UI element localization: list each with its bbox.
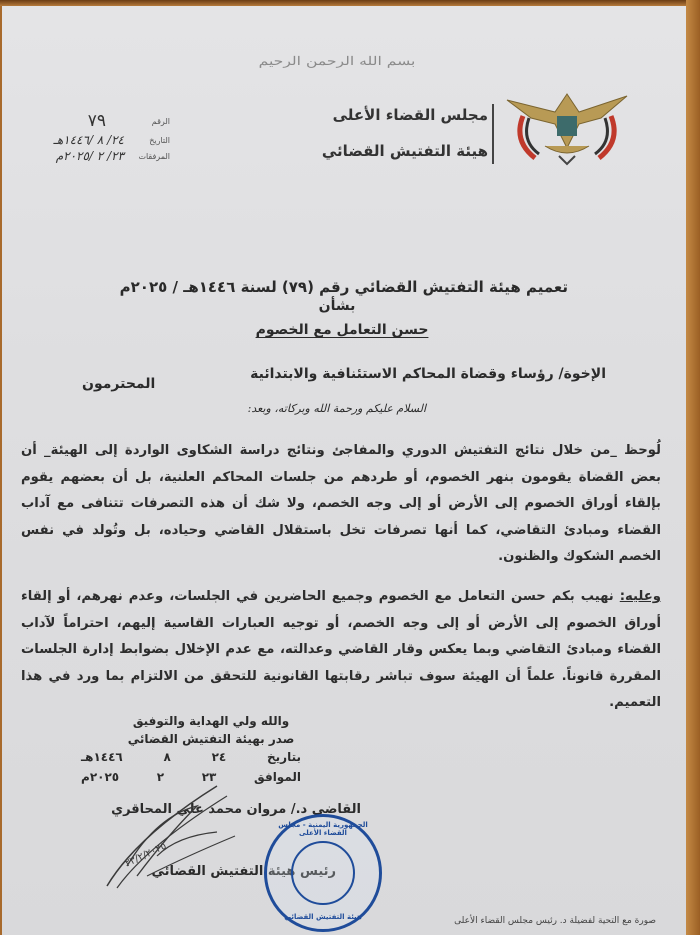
hijri-month: ٨ <box>163 750 171 764</box>
ref-number-label: الرقم <box>151 116 170 126</box>
greg-year: ٢٠٢٥م <box>81 770 120 784</box>
paragraph-2-text: نهيب بكم حسن التعامل مع الخصوم وجميع الحاضرين في الجلسات، وعدم نهرهم، أو إلقاء أوراق الخصوم إلى الأرض أو إلى وجه الخصم، أو توجيه العبارات القاسية إليهم، احتراماً لآداب القضاء ومبادئ التقاضي وبما يعكس وقار القاضي وعدالته، مع عدم الإخلال بضوابط إدارة الجلسات المقررة قانوناً. علماً أن الهيئة سوف تباشر رقابتها القانونية للتحقق من الالتزام بما ورد في هذا التعميم. <box>21 589 661 710</box>
signer-name: القاضي د./ مروان محمد علي المحاقري <box>111 802 361 817</box>
circular-title: تعميم هيئة التفتيش القضائي رقم (٧٩) لسنة ١٤٤٦هـ / ٢٠٢٥م <box>119 278 568 296</box>
signature-date: ٢٣/٢/٢٠٢٥ <box>123 840 169 870</box>
greg-month: ٢ <box>156 770 165 784</box>
stamp-emblem-icon <box>291 841 355 905</box>
handwritten-signature-icon <box>97 776 237 896</box>
hijri-year: ١٤٤٦هـ <box>81 750 123 764</box>
closing-line-1: والله ولي الهداية والتوفيق <box>132 714 290 728</box>
issue-date-hijri <box>81 750 301 770</box>
ref-date-gregorian: ٢٣/ ٢ /٢٠٢٥م <box>55 149 124 163</box>
ref-number: ٧٩ <box>87 111 106 131</box>
header-divider <box>492 104 494 164</box>
document-page <box>2 6 686 935</box>
background-frame-right <box>686 0 700 935</box>
respected-label: المحترمون <box>82 376 156 392</box>
official-stamp <box>264 814 382 932</box>
greg-day: ٢٣ <box>201 770 217 784</box>
ref-attachments-label: المرفقات <box>138 151 170 161</box>
stamp-bottom-text: هيئة التفتيش القضائي <box>284 913 362 921</box>
addressee: الإخوة/ رؤساء وقضاة المحاكم الاستئنافية والابتدائية <box>250 366 606 382</box>
paragraph-2-lead: وعليه: <box>619 589 661 604</box>
ref-date-hijri: ٢٤/ ٨ /١٤٤٦هـ <box>53 133 124 147</box>
circular-subject: حسن التعامل مع الخصوم <box>255 322 429 338</box>
body-paragraph-1: لُوحظ _من خلال نتائج التفتيش الدوري والمفاجئ ونتائج دراسة الشكاوى الواردة إلى الهيئة_ أن بعض القضاة يقومون بنهر الخصوم، أو طردهم من جلسات المحاكم العلنية، بل أن بعضهم يقوم بإلقاء أوراق الخصوم إلى الأرض أو إلى وجه الخصم، ولا شك أن هذه التصرفات تتنافى مع آداب القضاء ومبادئ التقاضي، كما أنها تصرفات تخل باستقلال القاضي وحياده، بل وتُولد في نفس الخصم الشكوك والظنون. <box>21 443 661 564</box>
basmala: بسم الله الرحمن الرحيم <box>258 54 416 68</box>
hijri-day: ٢٤ <box>211 750 227 764</box>
org-name-council: مجلس القضاء الأعلى <box>332 106 488 124</box>
greeting: السلام عليكم ورحمة الله وبركاته، وبعد: <box>247 402 426 415</box>
signer-title: رئيس هيئة التفتيش القضائي <box>151 864 336 879</box>
hijri-label: بتاريخ <box>267 750 301 764</box>
reference-block <box>30 110 170 164</box>
org-name-inspection: هيئة التفتيش القضائي <box>321 142 488 160</box>
copy-note: صورة مع التحية لفضيلة د. رئيس مجلس القضاء الأعلى <box>454 916 656 926</box>
stamp-top-text: الجمهورية اليمنية - مجلس القضاء الأعلى <box>278 821 368 837</box>
body-paragraph-2 <box>21 584 661 717</box>
ref-date-label: التاريخ <box>149 135 170 145</box>
closing <box>111 712 311 748</box>
yemen-eagle-emblem-icon <box>505 86 629 166</box>
about-label: بشأن <box>318 298 356 314</box>
closing-line-2: صدر بهيئة التفتيش القضائي <box>127 732 295 746</box>
greg-label: الموافق <box>254 770 301 784</box>
